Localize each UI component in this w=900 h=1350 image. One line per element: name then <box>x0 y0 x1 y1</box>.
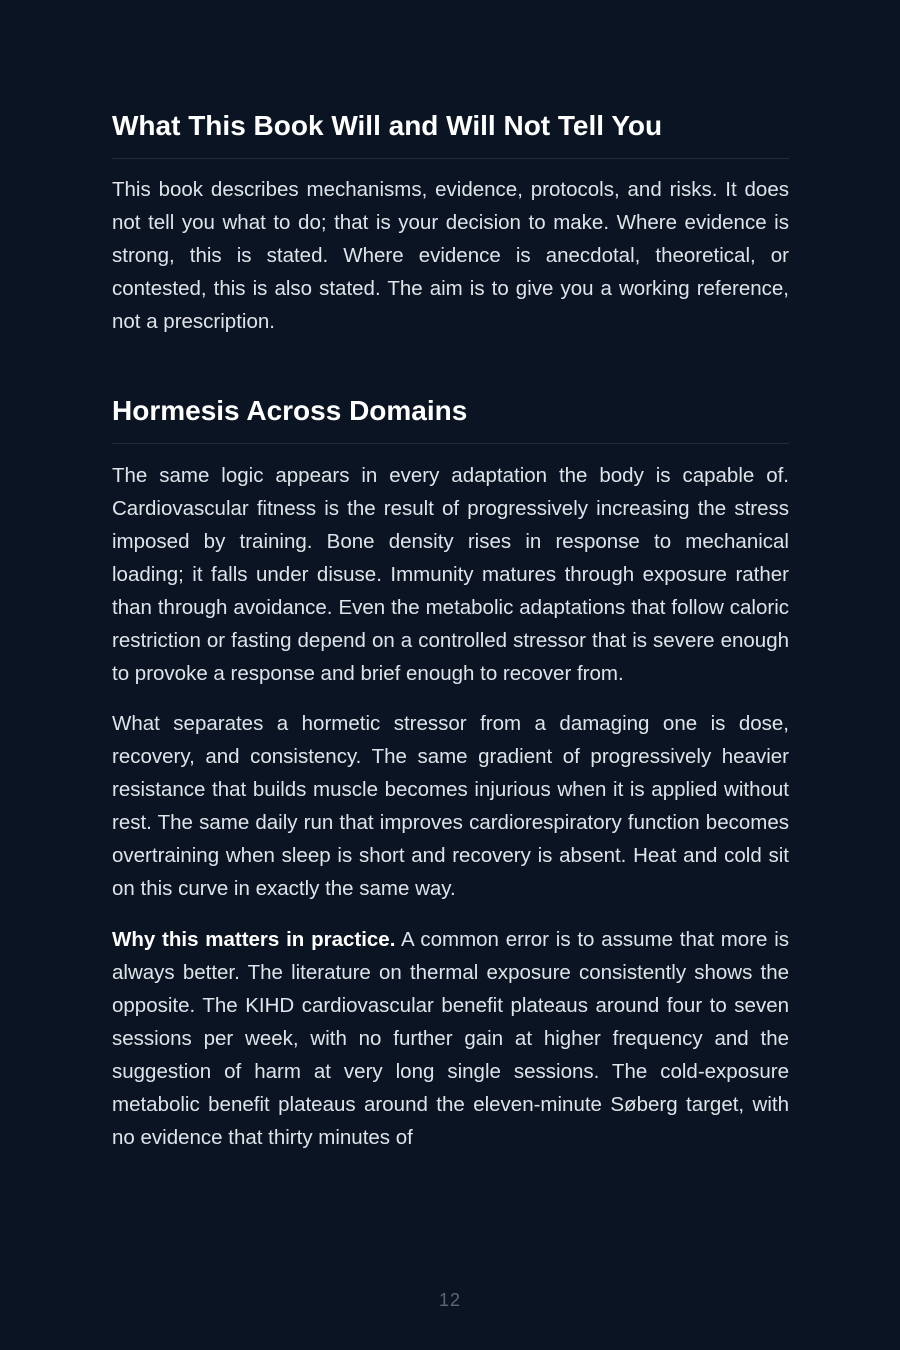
body-paragraph: This book describes mechanisms, evidence, protocols, and risks. It does not tell you what to do; that is your decision to make. Where evidence is strong, this is stated. Where evidence is anecdotal, theoretical, or contested, this is also stated. The aim is to give you a working reference, not a prescription. <box>112 178 789 333</box>
callout-lead-in: Why this matters in practice. <box>112 928 396 951</box>
page-content <box>112 108 789 1154</box>
callout-paragraph <box>112 923 789 1154</box>
body-paragraph: What separates a hormetic stressor from a damaging one is dose, recovery, and consistency. The same gradient of progressively heavier resistance that builds muscle becomes injurious when it is applied without rest. The same daily run that improves cardiorespiratory function becomes overtraining when sleep is short and recovery is absent. Heat and cold sit on this curve in exactly the same way. <box>112 712 789 900</box>
body-paragraph: The same logic appears in every adaptation the body is capable of. Cardiovascular fitness is the result of progressively increasing the stress imposed by training. Bone density rises in response to mechanical loading; it falls under disuse. Immunity matures through exposure rather than through avoidance. Even the metabolic adaptations that follow caloric restriction or fasting depend on a controlled stressor that is severe enough to provoke a response and brief enough to recover from. <box>112 464 789 685</box>
page-number: 12 <box>438 1290 462 1310</box>
section-heading: What This Book Will and Will Not Tell You <box>112 108 789 159</box>
callout-text: A common error is to assume that more is always better. The literature on thermal exposure consistently shows the opposite. The KIHD cardiovascular benefit plateaus around four to seven sessions per week, with no further gain at higher frequency and the suggestion of harm at very long single sessions. The cold-exposure metabolic benefit plateaus around the eleven-minute Søberg target, with no evidence that thirty minutes of <box>112 928 789 1149</box>
section-heading: Hormesis Across Domains <box>112 393 789 444</box>
